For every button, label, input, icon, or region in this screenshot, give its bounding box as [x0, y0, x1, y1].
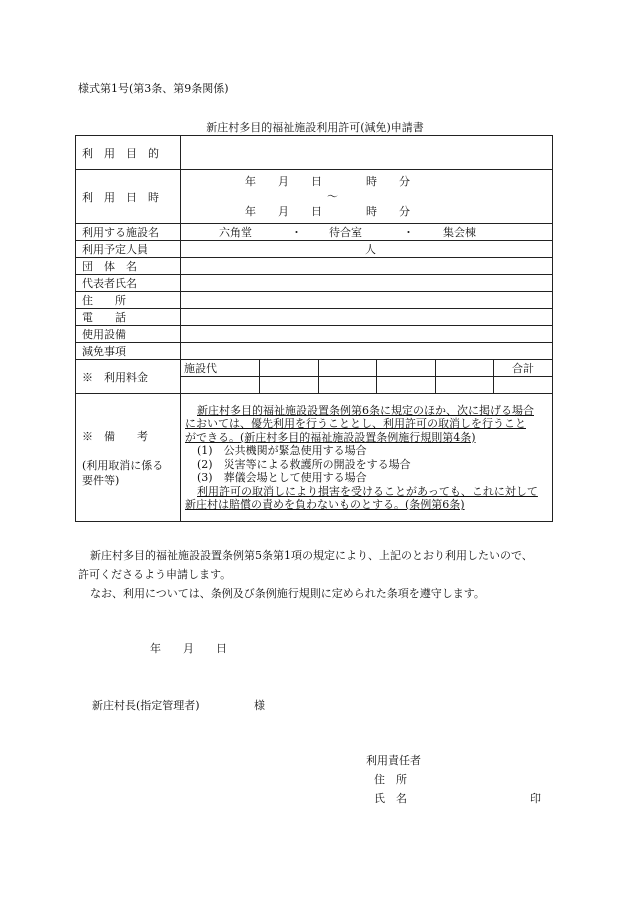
people-row [76, 241, 553, 258]
remarks-line: (2) 災害等による救護所の開設をする場合 [197, 457, 411, 471]
remarks-line: 新庄村は賠償の責めを負わないものとする。(条例第6条) [185, 498, 465, 511]
remarks-row [76, 394, 553, 522]
remarks-label-cell [76, 394, 181, 522]
applicant-title: 利用責任者 [366, 754, 421, 767]
remarks-line: ができる。(新庄村多目的福祉施設設置条例施行規則第4条) [185, 430, 476, 444]
datetime-end: 年 月 日 時 分 [245, 205, 410, 218]
remarks-text [181, 394, 553, 522]
datetime-start: 年 月 日 時 分 [245, 175, 410, 188]
addressee-suffix: 様 [254, 699, 265, 712]
applicant-name-label: 氏 名 [374, 792, 407, 805]
datetime-row [76, 170, 553, 224]
people-field[interactable] [181, 241, 553, 258]
group-field[interactable] [181, 258, 553, 275]
facility-separator: ・ [291, 226, 302, 239]
datetime-tilde: ～ [327, 190, 338, 203]
fee-cell[interactable] [181, 377, 260, 394]
purpose-label: 利 用 目 的 [76, 136, 181, 170]
remarks-line: (3) 葬儀会場として使用する場合 [197, 471, 367, 484]
remarks-sublabel: (利用取消に係る要件等) [82, 458, 164, 487]
datetime-label: 利 用 日 時 [76, 170, 181, 224]
reduction-row [76, 343, 553, 360]
group-row [76, 258, 553, 275]
reduction-label: 減免事項 [76, 343, 181, 360]
fee-header-blank [318, 360, 377, 377]
facility-separator: ・ [403, 226, 414, 239]
fee-header-blank [260, 360, 319, 377]
people-label: 利用予定人員 [76, 241, 181, 258]
form-code: 様式第1号(第3条、第9条関係) [78, 82, 229, 95]
fee-header-blank [377, 360, 436, 377]
facility-label: 利用する施設名 [76, 224, 181, 241]
purpose-row [76, 136, 553, 170]
facility-option-waiting-room[interactable]: 待合室 [329, 226, 362, 239]
facility-option-assembly-hall[interactable]: 集会棟 [443, 226, 476, 239]
seal-mark: 印 [530, 792, 541, 805]
application-form-table [75, 135, 553, 522]
equipment-label: 使用設備 [76, 326, 181, 343]
addressee: 新庄村長(指定管理者) [92, 699, 200, 712]
remarks-label: ※ 備 考 [82, 429, 148, 443]
remarks-line: (1) 公共機関が緊急使用する場合 [197, 444, 367, 457]
group-label: 団 体 名 [76, 258, 181, 275]
address-row [76, 292, 553, 309]
remarks-line: においては、優先利用を行うこととし、利用許可の取消しを行うこと [185, 417, 526, 430]
address-field[interactable] [181, 292, 553, 309]
facility-field[interactable] [181, 224, 553, 241]
people-unit: 人 [365, 243, 376, 256]
body-paragraph-2: なお、利用については、条例及び条例施行規則に定められた条項を遵守します。 [90, 587, 485, 600]
fee-header-blank [435, 360, 494, 377]
phone-label: 電 話 [76, 309, 181, 326]
fee-label: ※ 利用料金 [76, 360, 181, 394]
representative-label: 代表者氏名 [76, 275, 181, 292]
address-label: 住 所 [76, 292, 181, 309]
phone-row [76, 309, 553, 326]
fee-header-total: 合計 [494, 360, 553, 377]
fee-row [76, 360, 553, 394]
fee-cell[interactable] [318, 377, 377, 394]
application-date: 年 月 日 [150, 642, 227, 655]
facility-row [76, 224, 553, 241]
body-paragraph-1a: 新庄村多目的福祉施設設置条例第5条第1項の規定により、上記のとおり利用したいので、 [90, 549, 533, 562]
applicant-address-label: 住 所 [374, 773, 407, 786]
representative-field[interactable] [181, 275, 553, 292]
remarks-line: 新庄村多目的福祉施設設置条例第6条に規定のほか、次に掲げる場合 [197, 403, 534, 417]
fee-total-cell[interactable] [494, 377, 553, 394]
fee-cell[interactable] [260, 377, 319, 394]
equipment-row [76, 326, 553, 343]
fee-cell[interactable] [435, 377, 494, 394]
page-title: 新庄村多目的福祉施設利用許可(減免)申請書 [206, 121, 424, 134]
representative-row [76, 275, 553, 292]
fee-grid [181, 360, 553, 394]
datetime-field[interactable] [181, 170, 553, 224]
facility-option-hexagon-hall[interactable]: 六角堂 [219, 226, 252, 239]
remarks-line: 利用許可の取消しにより損害を受けることがあっても、これに対して [197, 484, 538, 498]
reduction-field[interactable] [181, 343, 553, 360]
fee-header-facility: 施設代 [181, 360, 260, 377]
purpose-field[interactable] [181, 136, 553, 170]
equipment-field[interactable] [181, 326, 553, 343]
fee-cell[interactable] [377, 377, 436, 394]
phone-field[interactable] [181, 309, 553, 326]
body-paragraph-1b: 許可くださるよう申請します。 [78, 568, 232, 581]
